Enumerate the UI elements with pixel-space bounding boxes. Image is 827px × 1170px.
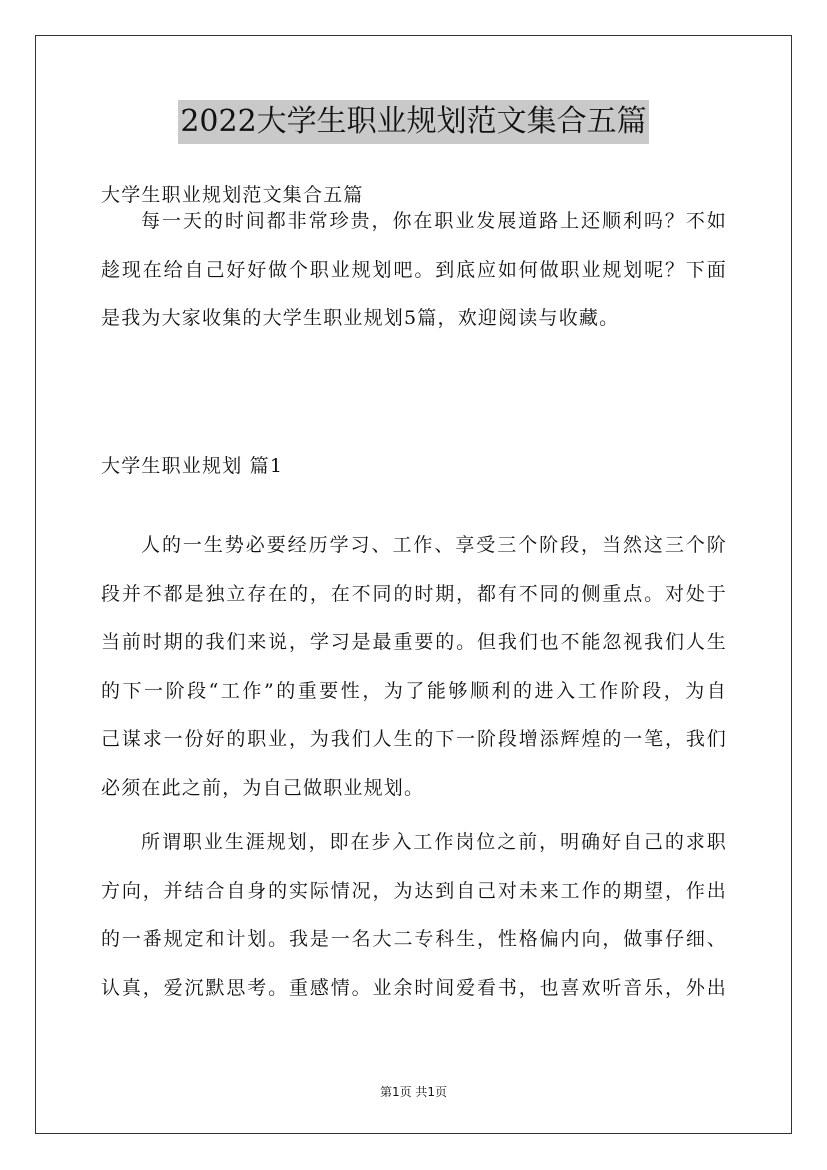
paragraph-line: 段并不都是独立存在的，在不同的时期，都有不同的侧重点。对处于	[101, 582, 727, 605]
paragraph-line: 所谓职业生涯规划，即在步入工作岗位之前，明确好自己的求职	[141, 831, 727, 853]
page-footer: 第1页 共1页	[379, 1085, 448, 1099]
paragraph-line: 趁现在给自己好好做个职业规划吧。到底应如何做职业规划呢？下面	[101, 258, 727, 281]
paragraph-line: 人的一生势必要经历学习、工作、享受三个阶段，当然这三个阶	[141, 534, 727, 556]
paragraph-line: 必须在此之前，为自己做职业规划。	[101, 776, 425, 799]
paragraph-2	[101, 818, 727, 1012]
paragraph-line: 是我为大家收集的大学生职业规划5篇，欢迎阅读与收藏。	[101, 307, 620, 330]
intro-paragraph	[101, 197, 727, 343]
paragraph-line: 的下一阶段“工作”的重要性，为了能够顺利的进入工作阶段，为自	[101, 679, 727, 702]
document-title	[0, 100, 827, 144]
document-subtitle: 大学生职业规划范文集合五篇	[101, 184, 364, 206]
paragraph-line: 认真，爱沉默思考。重感情。业余时间爱看书，也喜欢听音乐，外出	[101, 976, 727, 999]
paragraph-line: 方向，并结合自身的实际情况，为达到自己对未来工作的期望，作出	[101, 879, 727, 902]
section-heading: 大学生职业规划 篇1	[101, 455, 284, 477]
paragraph-line: 己谋求一份好的职业，为我们人生的下一阶段增添辉煌的一笔，我们	[101, 728, 727, 751]
paragraph-line: 每一天的时间都非常珍贵，你在职业发展道路上还顺利吗？不如	[141, 210, 727, 232]
paragraph-line: 的一番规定和计划。我是一名大二专科生，性格偏内向，做事仔细、	[101, 928, 727, 951]
paragraph-1	[101, 521, 727, 813]
document-title-text: 2022大学生职业规划范文集合五篇	[178, 100, 648, 144]
paragraph-line: 当前时期的我们来说，学习是最重要的。但我们也不能忽视我们人生	[101, 631, 727, 654]
